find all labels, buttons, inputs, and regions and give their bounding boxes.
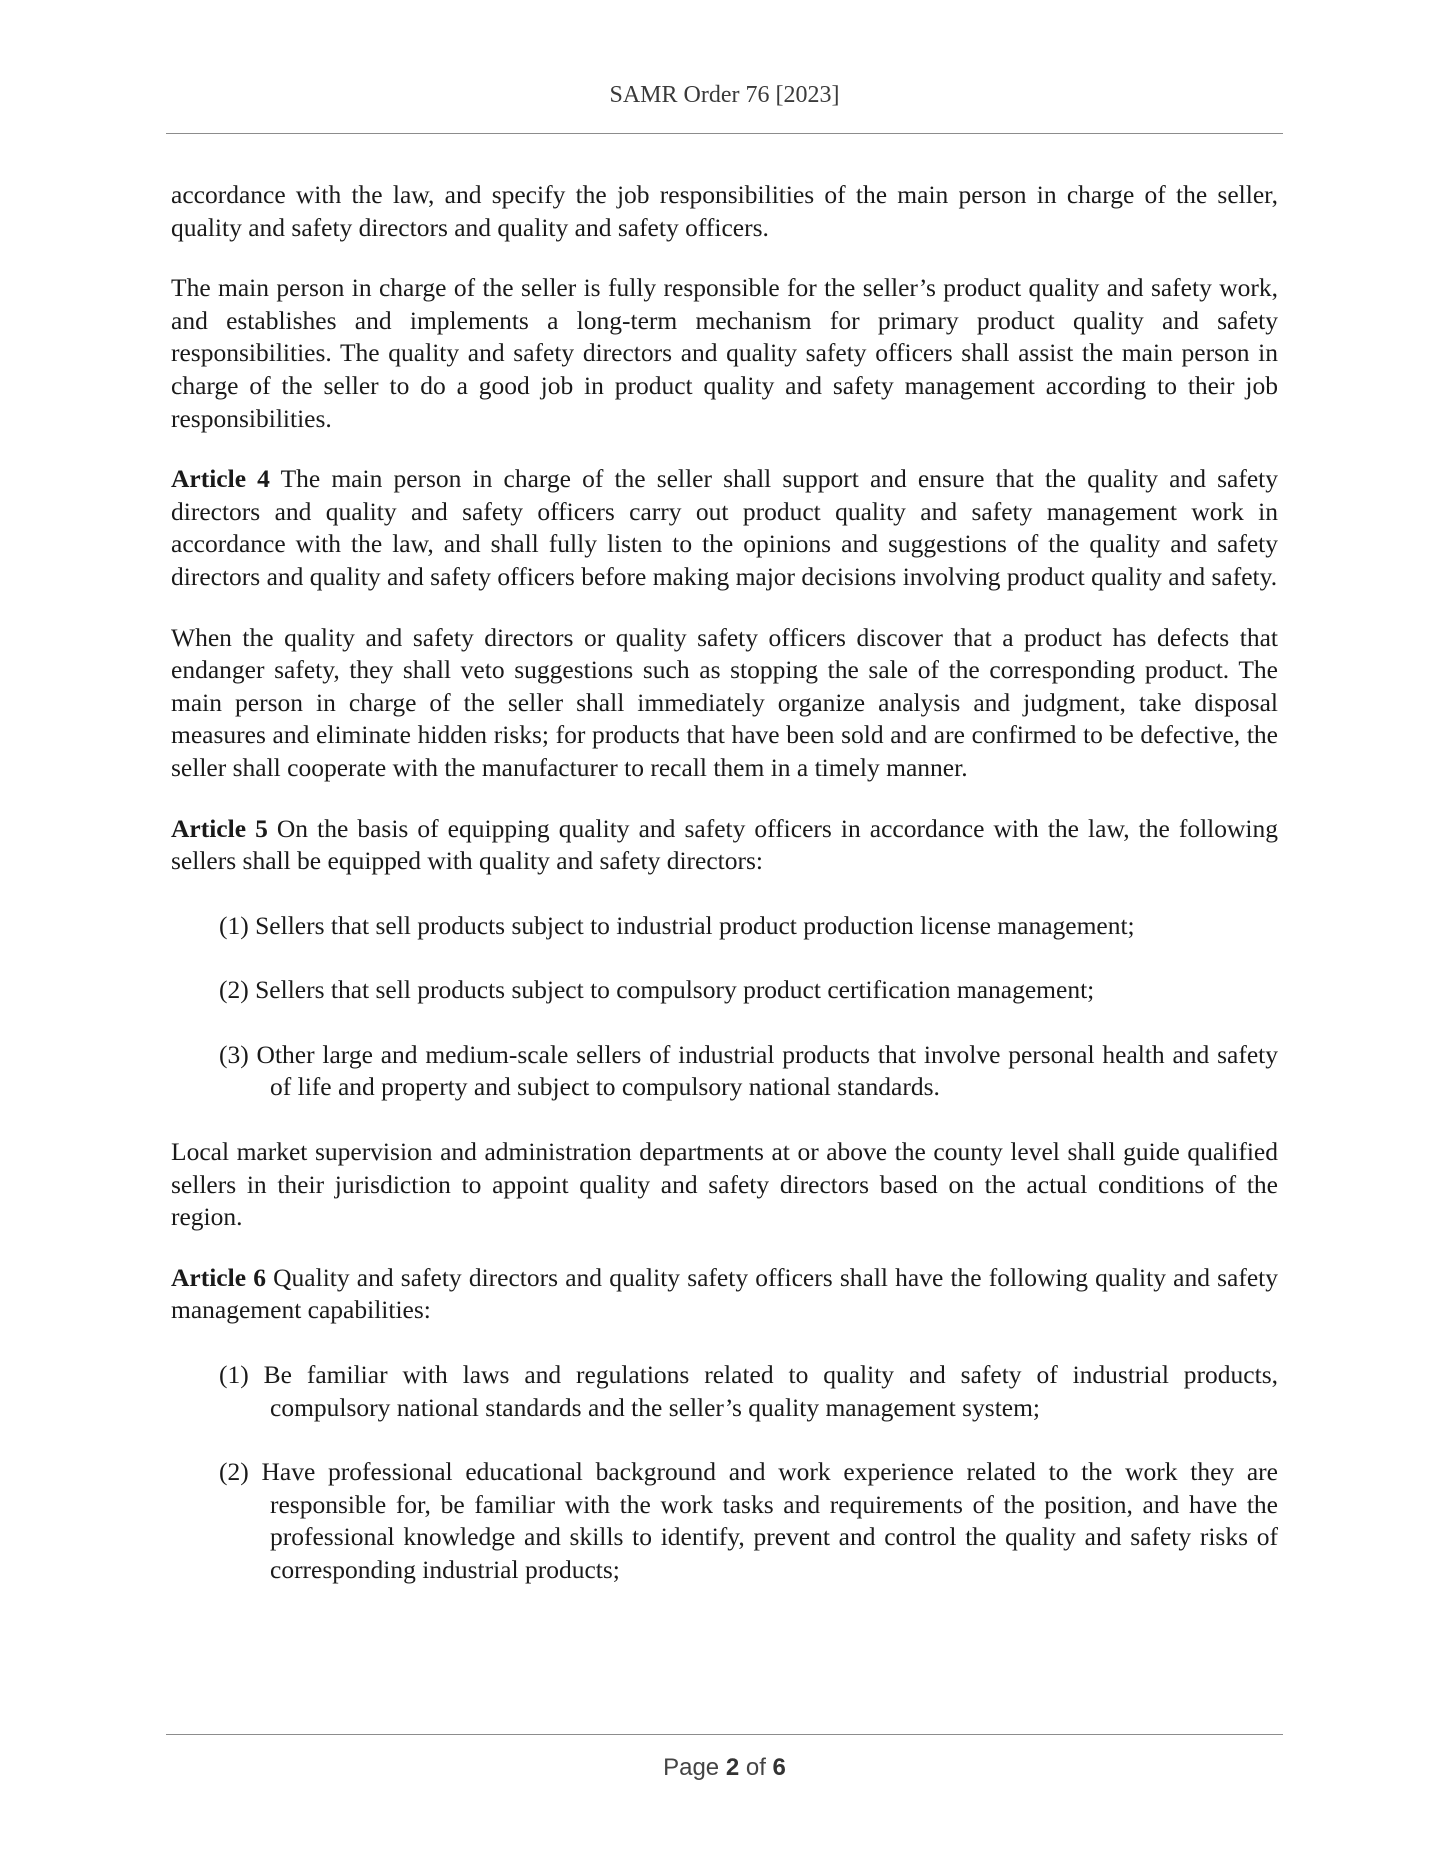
article-4-paragraph bbox=[171, 463, 1278, 593]
page-total: 6 bbox=[772, 1754, 786, 1781]
article-6-paragraph bbox=[171, 1262, 1278, 1327]
article-4-label: Article 4 bbox=[171, 464, 270, 494]
paragraph-continuation: accordance with the law, and specify the job responsibilities of the main person in charge of the seller, quality and safety directors and quality and safety officers. bbox=[171, 180, 1278, 242]
page-prefix: Page bbox=[663, 1754, 720, 1781]
article-6-item-2: (2) Have professional educational background and work experience related to the work they are responsible for, be familiar with the work tasks and requirements of the position, and have the professional knowledge and skills to identify, prevent and control the quality and safety risks of corresponding industrial products; bbox=[219, 1457, 1278, 1584]
article-5-item-3: (3) Other large and medium-scale sellers of industrial products that involve personal health and safety of life and property and subject to compulsory national standards. bbox=[219, 1039, 1278, 1102]
paragraph-veto-defects: When the quality and safety directors or quality safety officers discover that a product has defects that endanger safety, they shall veto suggestions such as stopping the sale of the corresponding product. The main person in charge of the seller shall immediately organize analysis and judgment, take disposal measures and eliminate hidden risks; for products that have been sold and are confirmed to be defective, the seller shall cooperate with the manufacturer to recall them in a timely manner. bbox=[171, 622, 1278, 782]
document-body bbox=[171, 179, 1278, 1619]
page-number bbox=[166, 1754, 1283, 1782]
header-divider bbox=[166, 133, 1283, 134]
page-of: of bbox=[745, 1754, 766, 1781]
paragraph-main-person-responsibility: The main person in charge of the seller is fully responsible for the seller’s product quality and safety work, and establishes and implements a long-term mechanism for primary product quality and safety responsibilities. The quality and safety directors and quality safety officers shall assist the main person in charge of the seller to do a good job in product quality and safety management according to their job responsibilities. bbox=[171, 273, 1278, 433]
paragraph-local-supervision: Local market supervision and administration departments at or above the county level shall guide qualified sellers in their jurisdiction to appoint quality and safety directors based on the actual conditions of the region. bbox=[171, 1137, 1278, 1232]
article-5-item-2: (2) Sellers that sell products subject to compulsory product certification management; bbox=[219, 975, 1095, 1005]
footer-divider bbox=[166, 1734, 1283, 1735]
page-current: 2 bbox=[725, 1754, 740, 1781]
article-5-label: Article 5 bbox=[171, 813, 268, 843]
article-5-paragraph bbox=[171, 813, 1278, 878]
article-6-item-1: (1) Be familiar with laws and regulations related to quality and safety of industrial products, compulsory national standards and the seller’s quality management system; bbox=[219, 1360, 1278, 1422]
article-4-text: The main person in charge of the seller shall support and ensure that the quality and safety directors and quality and safety officers carry out product quality and safety management work in accordance with the law, and shall fully listen to the opinions and suggestions of the quality and safety directors and quality and safety officers before making major decisions involving product quality and safety. bbox=[171, 464, 1278, 591]
article-5-text: On the basis of equipping quality and safety officers in accordance with the law, the following sellers shall be equipped with quality and safety directors: bbox=[171, 813, 1279, 876]
article-5-item-1: (1) Sellers that sell products subject to industrial product production license management; bbox=[219, 910, 1135, 940]
article-6-label: Article 6 bbox=[171, 1262, 266, 1292]
page-header: SAMR Order 76 [2023] bbox=[609, 82, 840, 108]
article-6-text: Quality and safety directors and quality safety officers shall have the following quality and safety management capabilities: bbox=[171, 1262, 1278, 1325]
